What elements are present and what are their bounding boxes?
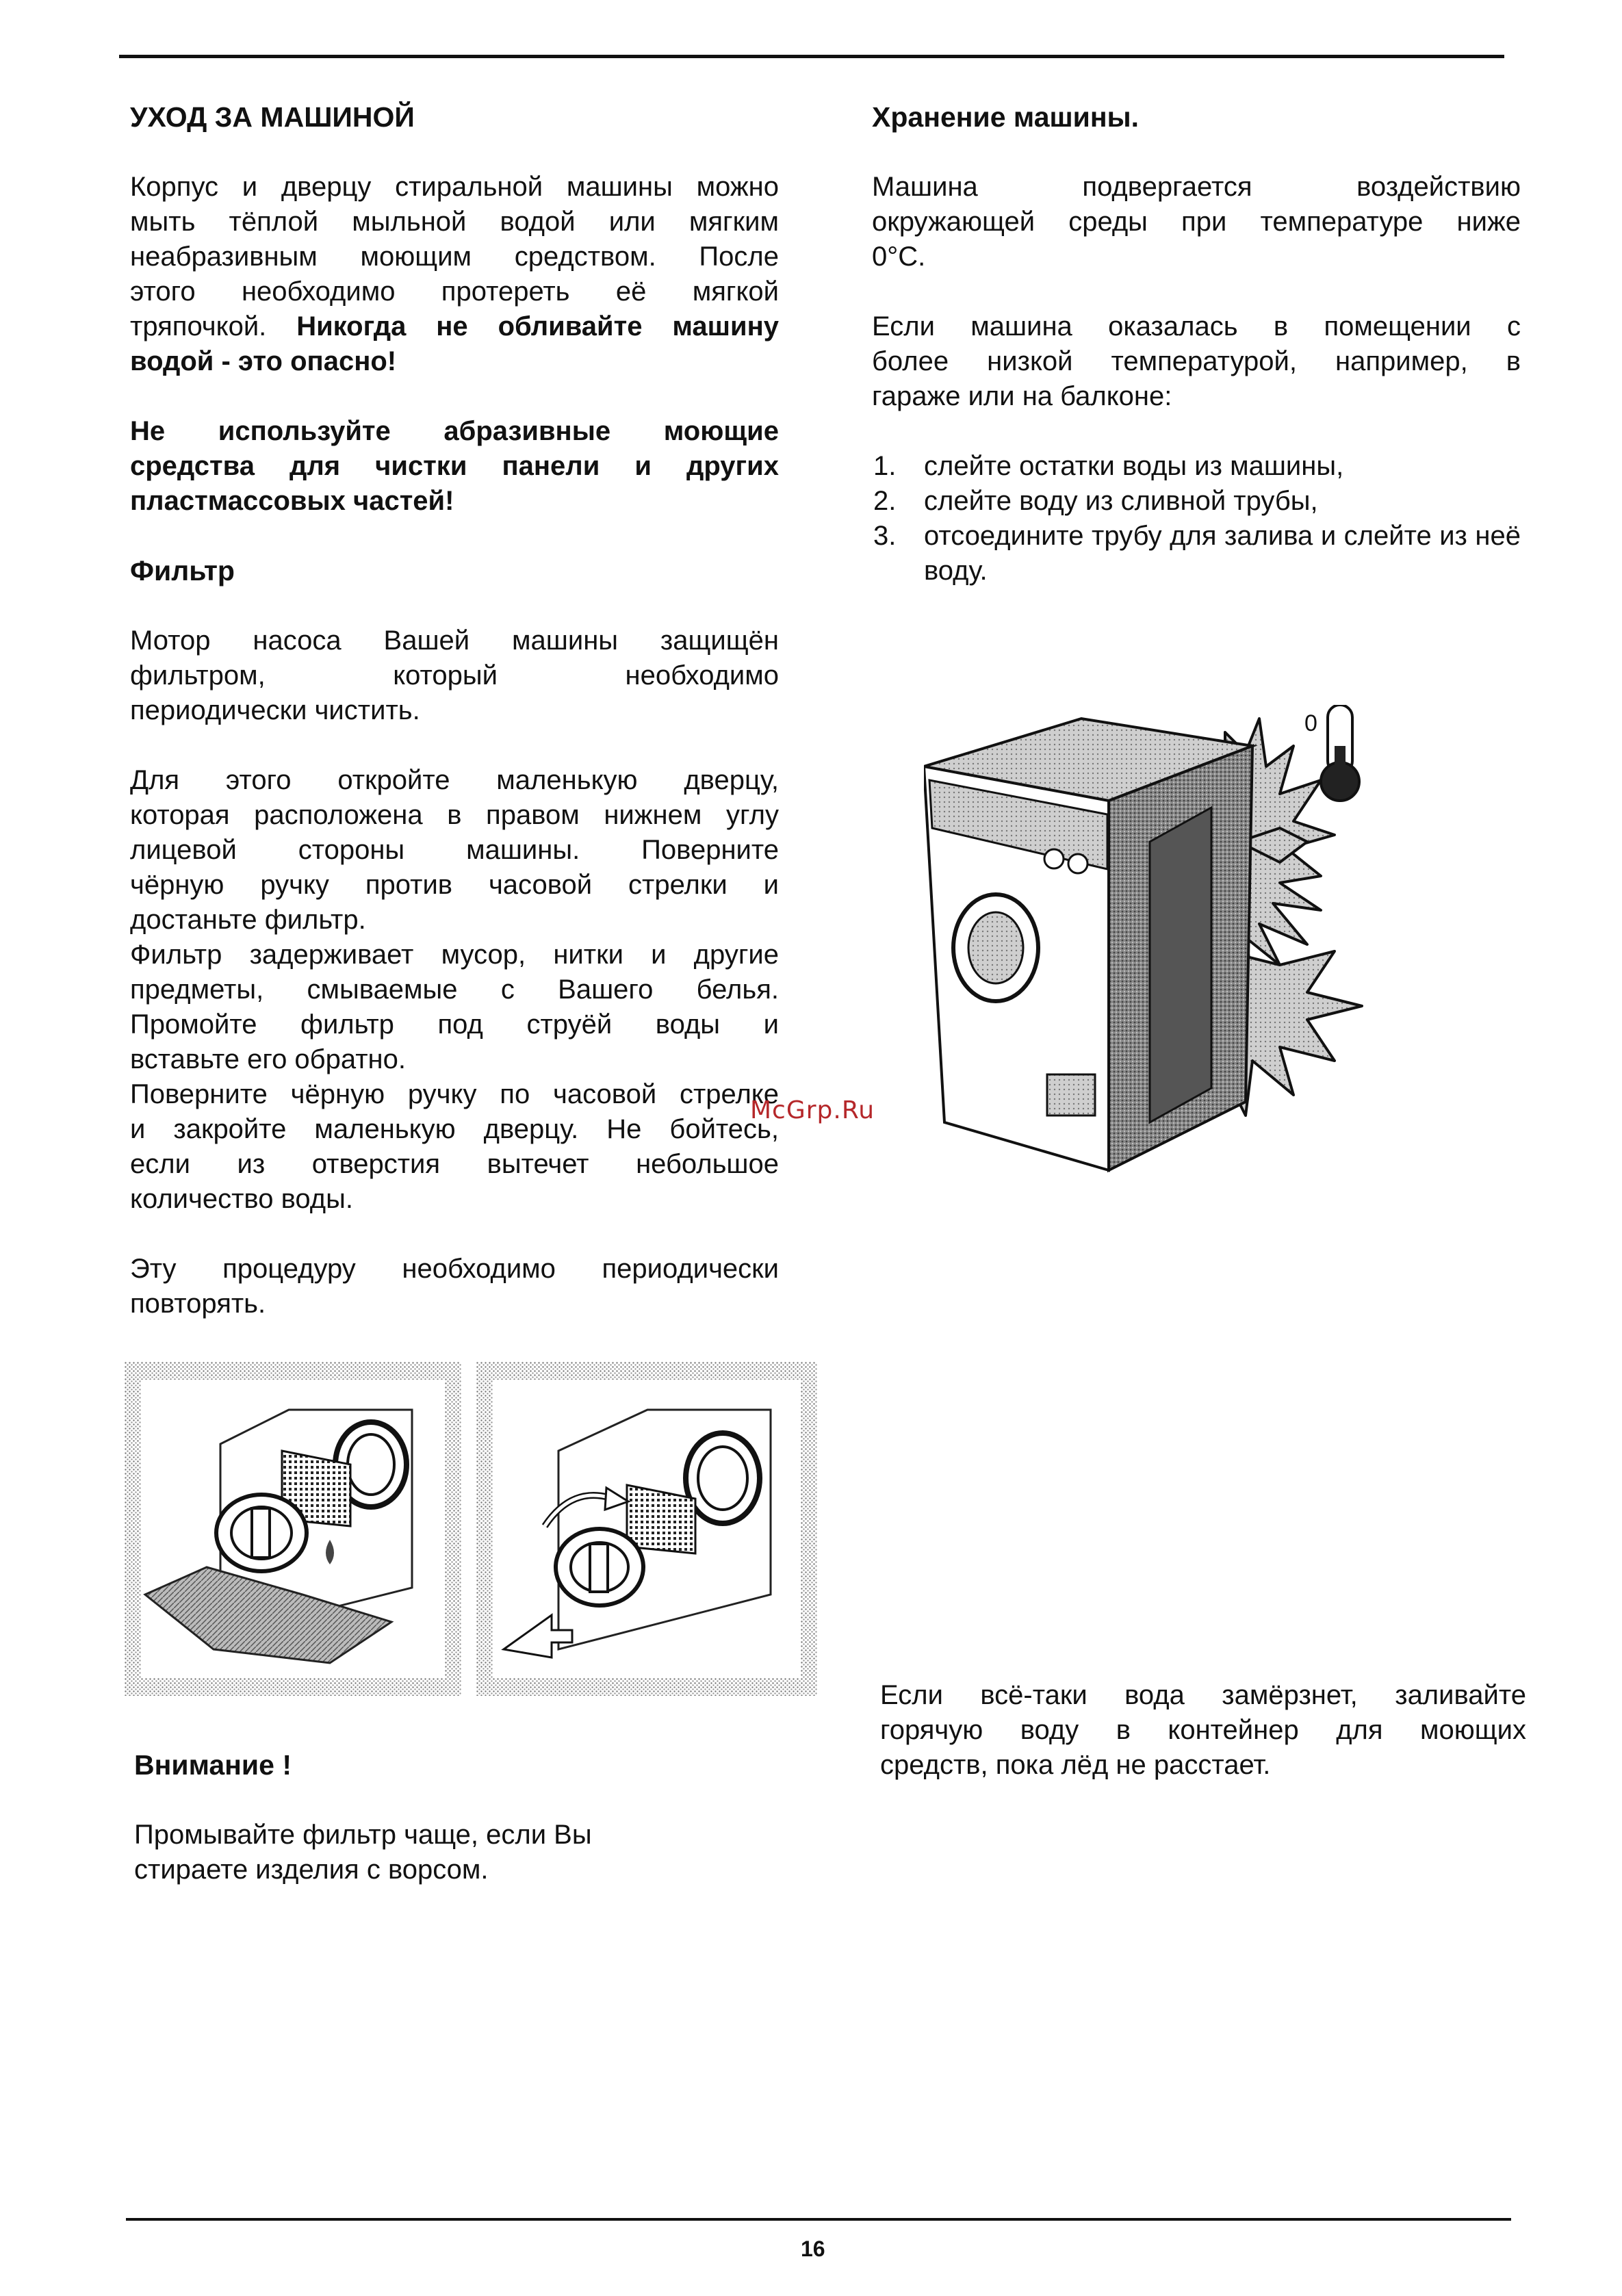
motor-line: Мотор насоса Вашей машины защищён xyxy=(130,625,779,656)
cold-room-line: более низкой температурой, например, в xyxy=(872,346,1521,376)
page-number: 16 xyxy=(801,2236,825,2261)
frozen-washing-machine-illustration xyxy=(924,705,1485,1198)
never-water-warning: Никогда не обливайте машину xyxy=(296,311,779,341)
filter-removal-illustration xyxy=(125,1362,461,1696)
open-door-line: лицевой стороны машины. Поверните xyxy=(130,835,779,865)
filter-insertion-illustration xyxy=(476,1362,817,1696)
filter-trap-line: предметы, смываемые с Вашего белья. xyxy=(130,975,779,1005)
attention-block xyxy=(134,1748,750,1887)
care-line: Корпус и дверцу стиральной машины можно xyxy=(130,172,779,202)
cold-room-line: Если машина оказалась в помещении с xyxy=(872,311,1521,341)
step-number: 1. xyxy=(873,451,897,481)
thermometer-icon xyxy=(1321,705,1359,801)
care-line: этого необходимо протереть её мягкой xyxy=(130,276,779,307)
frozen-line: средств, пока лёд не расстает. xyxy=(880,1750,1271,1780)
close-door-line: и закройте маленькую дверцу. Не бойтесь, xyxy=(130,1114,779,1144)
filter-trap-line: вставьте его обратно. xyxy=(130,1044,406,1074)
repeat-line: Эту процедуру необходимо периодически xyxy=(130,1254,779,1284)
care-line-normal: тряпочкой. xyxy=(130,311,297,341)
close-door-line: если из отверстия вытечет небольшое xyxy=(130,1149,779,1179)
watermark: McGrp.Ru xyxy=(750,1096,875,1124)
storage-heading: Хранение машины. xyxy=(872,101,1140,133)
abrasive-warning-line: пластмассовых частей! xyxy=(130,486,454,516)
step-number: 3. xyxy=(873,521,897,551)
frozen-line: Если всё-таки вода замёрзнет, заливайте xyxy=(880,1680,1526,1710)
list-item xyxy=(872,449,1521,484)
filter-trap-line: Промойте фильтр под струёй воды и xyxy=(130,1009,779,1040)
care-line xyxy=(130,309,779,344)
motor-line: фильтром, который необходимо xyxy=(130,660,779,691)
filter-heading: Фильтр xyxy=(130,555,235,586)
filter-trap-line: Фильтр задерживает мусор, нитки и другие xyxy=(130,940,779,970)
step-text: отсоедините трубу для залива и слейте из неё воду. xyxy=(924,521,1521,586)
open-door-line: чёрную ручку против часовой стрелки и xyxy=(130,870,779,900)
attention-line: стираете изделия с ворсом. xyxy=(134,1855,489,1885)
right-column xyxy=(872,100,1521,589)
step-number: 2. xyxy=(873,486,897,516)
cold-room-line: гараже или на балконе: xyxy=(872,381,1172,411)
care-heading: УХОД ЗА МАШИНОЙ xyxy=(130,101,415,133)
motor-line: периодически чистить. xyxy=(130,695,420,725)
list-item xyxy=(872,484,1521,519)
dangerous-warning: водой - это опасно! xyxy=(130,346,397,376)
care-line: мыть тёплой мыльной водой или мягким xyxy=(130,207,779,237)
open-door-line: которая расположена в правом нижнем углу xyxy=(130,800,779,830)
abrasive-warning-line: средства для чистки панели и других xyxy=(130,451,779,481)
step-text: слейте воду из сливной трубы, xyxy=(924,486,1318,516)
attention-heading: Внимание ! xyxy=(134,1749,292,1781)
drain-steps-list xyxy=(872,449,1521,589)
list-item xyxy=(872,519,1521,589)
care-line: неабразивным моющим средством. После xyxy=(130,242,779,272)
attention-line: Промывайте фильтр чаще, если Вы xyxy=(134,1820,592,1850)
step-text: слейте остатки воды из машины, xyxy=(924,451,1344,481)
thermometer-zero-label: 0 xyxy=(1304,710,1317,736)
close-door-line: Поверните чёрную ручку по часовой стрелке xyxy=(130,1079,779,1109)
frozen-water-block xyxy=(880,1678,1526,1783)
close-door-line: количество воды. xyxy=(130,1184,353,1214)
bottom-rule xyxy=(126,2218,1511,2221)
top-rule xyxy=(119,55,1504,58)
abrasive-warning-line: Не используйте абразивные моющие xyxy=(130,416,779,446)
left-column xyxy=(130,100,779,1321)
environment-line: 0°С. xyxy=(872,242,926,272)
repeat-line: повторять. xyxy=(130,1289,266,1319)
open-door-line: достаньте фильтр. xyxy=(130,905,366,935)
environment-line: окружающей среды при температуре ниже xyxy=(872,207,1521,237)
open-door-line: Для этого откройте маленькую дверцу, xyxy=(130,765,779,795)
environment-line: Машина подвергается воздействию xyxy=(872,172,1521,202)
frozen-line: горячую воду в контейнер для моющих xyxy=(880,1715,1526,1745)
